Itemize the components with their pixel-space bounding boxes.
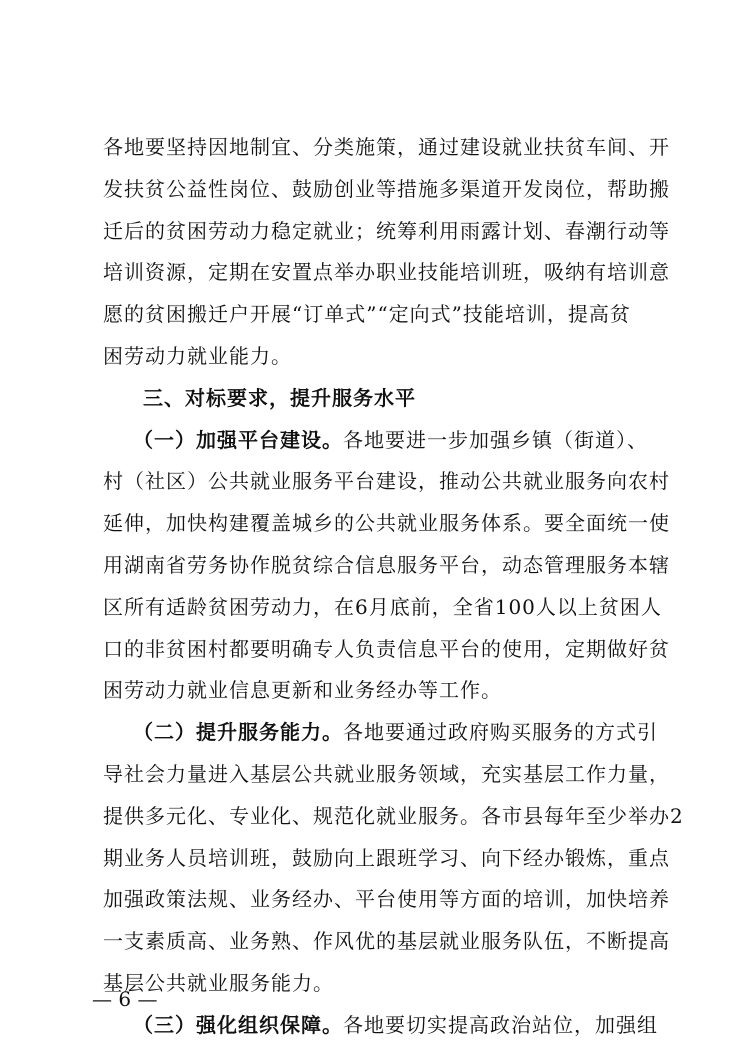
body-line: 各地要坚持因地制宜、分类施策，通过建设就业扶贫车间、开 [103, 135, 670, 159]
body-line: 加强政策法规、业务经办、平台使用等方面的培训，加快培养 [103, 887, 670, 912]
subsection-title: （一）加强平台建设。 [133, 427, 343, 452]
body-line: 基层公共就业服务能力。 [103, 971, 334, 995]
body-line: 期业务人员培训班，鼓励向上跟班学习、向下经办锻炼，重点 [103, 845, 670, 870]
body-line: 迁后的贫困劳动力稳定就业；统筹利用雨露计划、春潮行动等 [103, 218, 670, 243]
body-line: 区所有适龄贫困劳动力，在6月底前，全省100人以上贫困人 [103, 594, 662, 619]
page-number: — 6 — [92, 987, 158, 1011]
body-line: 延伸，加快构建覆盖城乡的公共就业服务体系。要全面统一使 [103, 511, 670, 536]
subsection-title: （三）强化组织保障。 [133, 1012, 343, 1037]
subsection-first-line [133, 429, 648, 451]
body-line: 发扶贫公益性岗位、鼓励创业等措施多渠道开发岗位，帮助搬 [103, 176, 670, 201]
body-line: 提供多元化、专业化、规范化就业服务。各市县每年至少举办2 [103, 803, 684, 828]
body-text: 各地要进一步加强乡镇（街道）、 [343, 427, 648, 452]
body-line: 愿的贫困搬迁户开展“订单式”“定向式”技能培训，提高贫 [103, 302, 631, 327]
body-line: 导社会力量进入基层公共就业服务领域，充实基层工作力量， [103, 762, 670, 786]
body-text: 各地要通过政府购买服务的方式引 [343, 720, 658, 745]
body-line: 培训资源，定期在安置点举办职业技能培训班，吸纳有培训意 [103, 260, 670, 285]
subsection-title: （二）提升服务能力。 [133, 720, 343, 745]
body-line: 一支素质高、业务熟、作风优的基层就业服务队伍，不断提高 [103, 929, 670, 954]
body-line: 用湖南省劳务协作脱贫综合信息服务平台，动态管理服务本辖 [103, 553, 670, 577]
body-line: 口的非贫困村都要明确专人负责信息平台的使用，定期做好贫 [103, 636, 670, 661]
subsection-first-line [133, 1014, 658, 1036]
body-text: 各地要切实提高政治站位，加强组 [343, 1012, 658, 1037]
subsection-first-line [133, 721, 658, 743]
body-line: 困劳动力就业能力。 [103, 344, 292, 368]
section-heading: 三、对标要求，提升服务水平 [143, 385, 416, 410]
body-line: 村（社区）公共就业服务平台建设，推动公共就业服务向农村 [103, 469, 670, 494]
body-line: 困劳动力就业信息更新和业务经办等工作。 [103, 678, 502, 703]
